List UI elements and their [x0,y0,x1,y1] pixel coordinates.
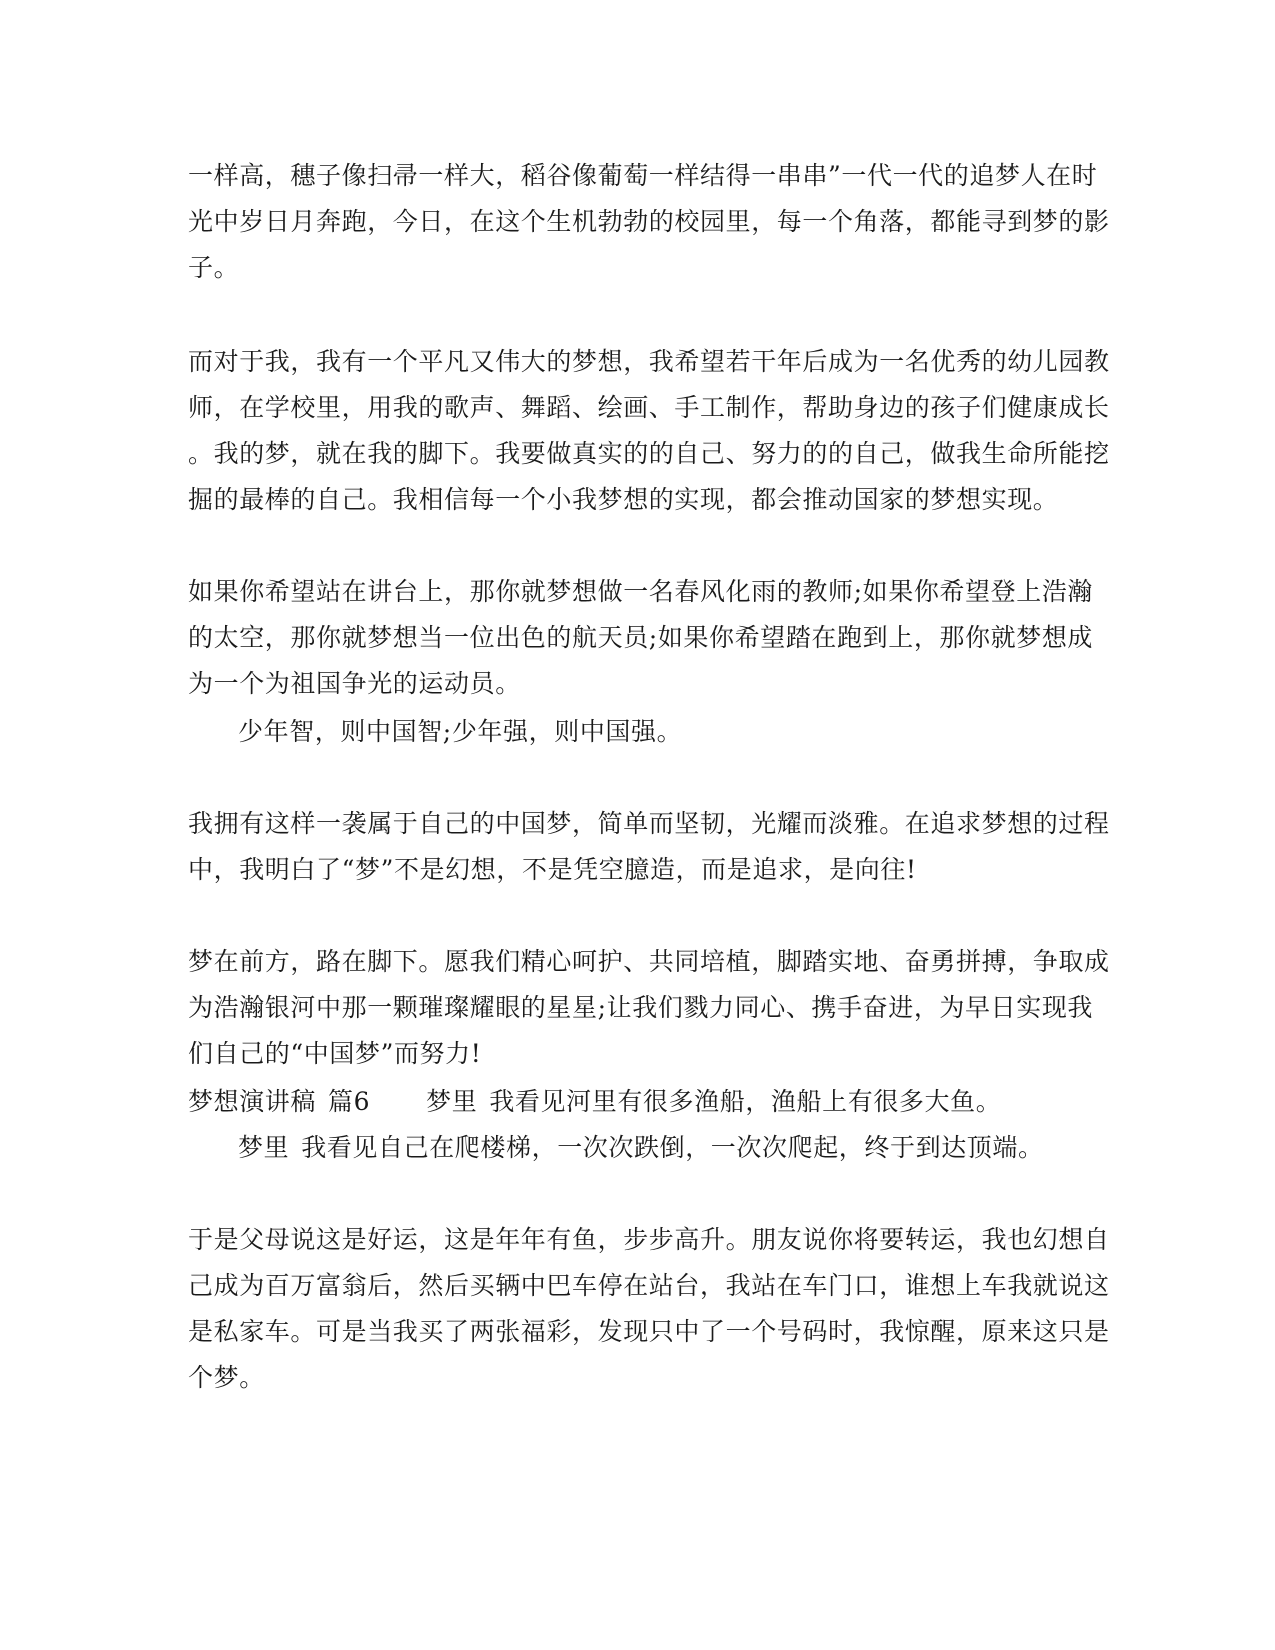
text-line: 光中岁日月奔跑，今日，在这个生机勃勃的校园里，每一个角落，都能寻到梦的影 [188,207,1110,236]
section-heading-line [188,1078,1088,1126]
text-line: 们自己的“中国梦”而努力! [188,1039,482,1068]
text-fragment: 梦里 [238,1133,290,1162]
text-line: 中，我明白了“梦”不是幻想，不是凭空臆造，而是追求，是向往! [188,855,917,884]
section-number: 篇6 [328,1087,371,1116]
text-fragment: 梦里 [426,1087,478,1116]
text-line: 师，在学校里，用我的歌声、舞蹈、绘画、手工制作，帮助身边的孩子们健康成长 [188,393,1110,422]
text-line: 少年智，则中国智;少年强，则中国强。 [238,717,683,746]
text-line: 掘的最棒的自己。我相信每一个小我梦想的实现，都会推动国家的梦想实现。 [188,485,1059,514]
section-title: 梦想演讲稿 [188,1087,317,1116]
text-fragment: 我看见河里有很多渔船，渔船上有很多大鱼。 [489,1087,1002,1116]
text-line: 己成为百万富翁后，然后买辆中巴车停在站台，我站在车门口，谁想上车我就说这 [188,1271,1110,1300]
text-line: 为浩瀚银河中那一颗璀璨耀眼的星星;让我们戮力同心、携手奋进，为早日实现我 [188,993,1094,1022]
text-line: 。我的梦，就在我的脚下。我要做真实的的自己、努力的的自己，做我生命所能挖 [188,439,1110,468]
text-line: 子。 [188,253,240,282]
text-line: 梦在前方，路在脚下。愿我们精心呵护、共同培植，脚踏实地、奋勇拼搏，争取成 [188,947,1110,976]
text-line: 一样高，穗子像扫帚一样大，稻谷像葡萄一样结得一串串”一代一代的追梦人在时 [188,161,1098,190]
text-line [238,1124,1138,1172]
text-line: 为一个为祖国争光的运动员。 [188,669,521,698]
text-line: 个梦。 [188,1363,265,1392]
text-line: 是私家车。可是当我买了两张福彩，发现只中了一个号码时，我惊醒，原来这只是 [188,1317,1110,1346]
text-line: 如果你希望站在讲台上，那你就梦想做一名春风化雨的教师;如果你希望登上浩瀚 [188,577,1094,606]
text-fragment: 我看见自己在爬楼梯，一次次跌倒，一次次爬起，终于到达顶端。 [301,1133,1044,1162]
text-line: 于是父母说这是好运，这是年年有鱼，步步高升。朋友说你将要转运，我也幻想自 [188,1225,1110,1254]
text-line: 的太空，那你就梦想当一位出色的航天员;如果你希望踏在跑到上，那你就梦想成 [188,623,1094,652]
text-line: 而对于我，我有一个平凡又伟大的梦想，我希望若干年后成为一名优秀的幼儿园教 [188,347,1110,376]
text-line: 我拥有这样一袭属于自己的中国梦，简单而坚韧，光耀而淡雅。在追求梦想的过程 [188,809,1110,838]
